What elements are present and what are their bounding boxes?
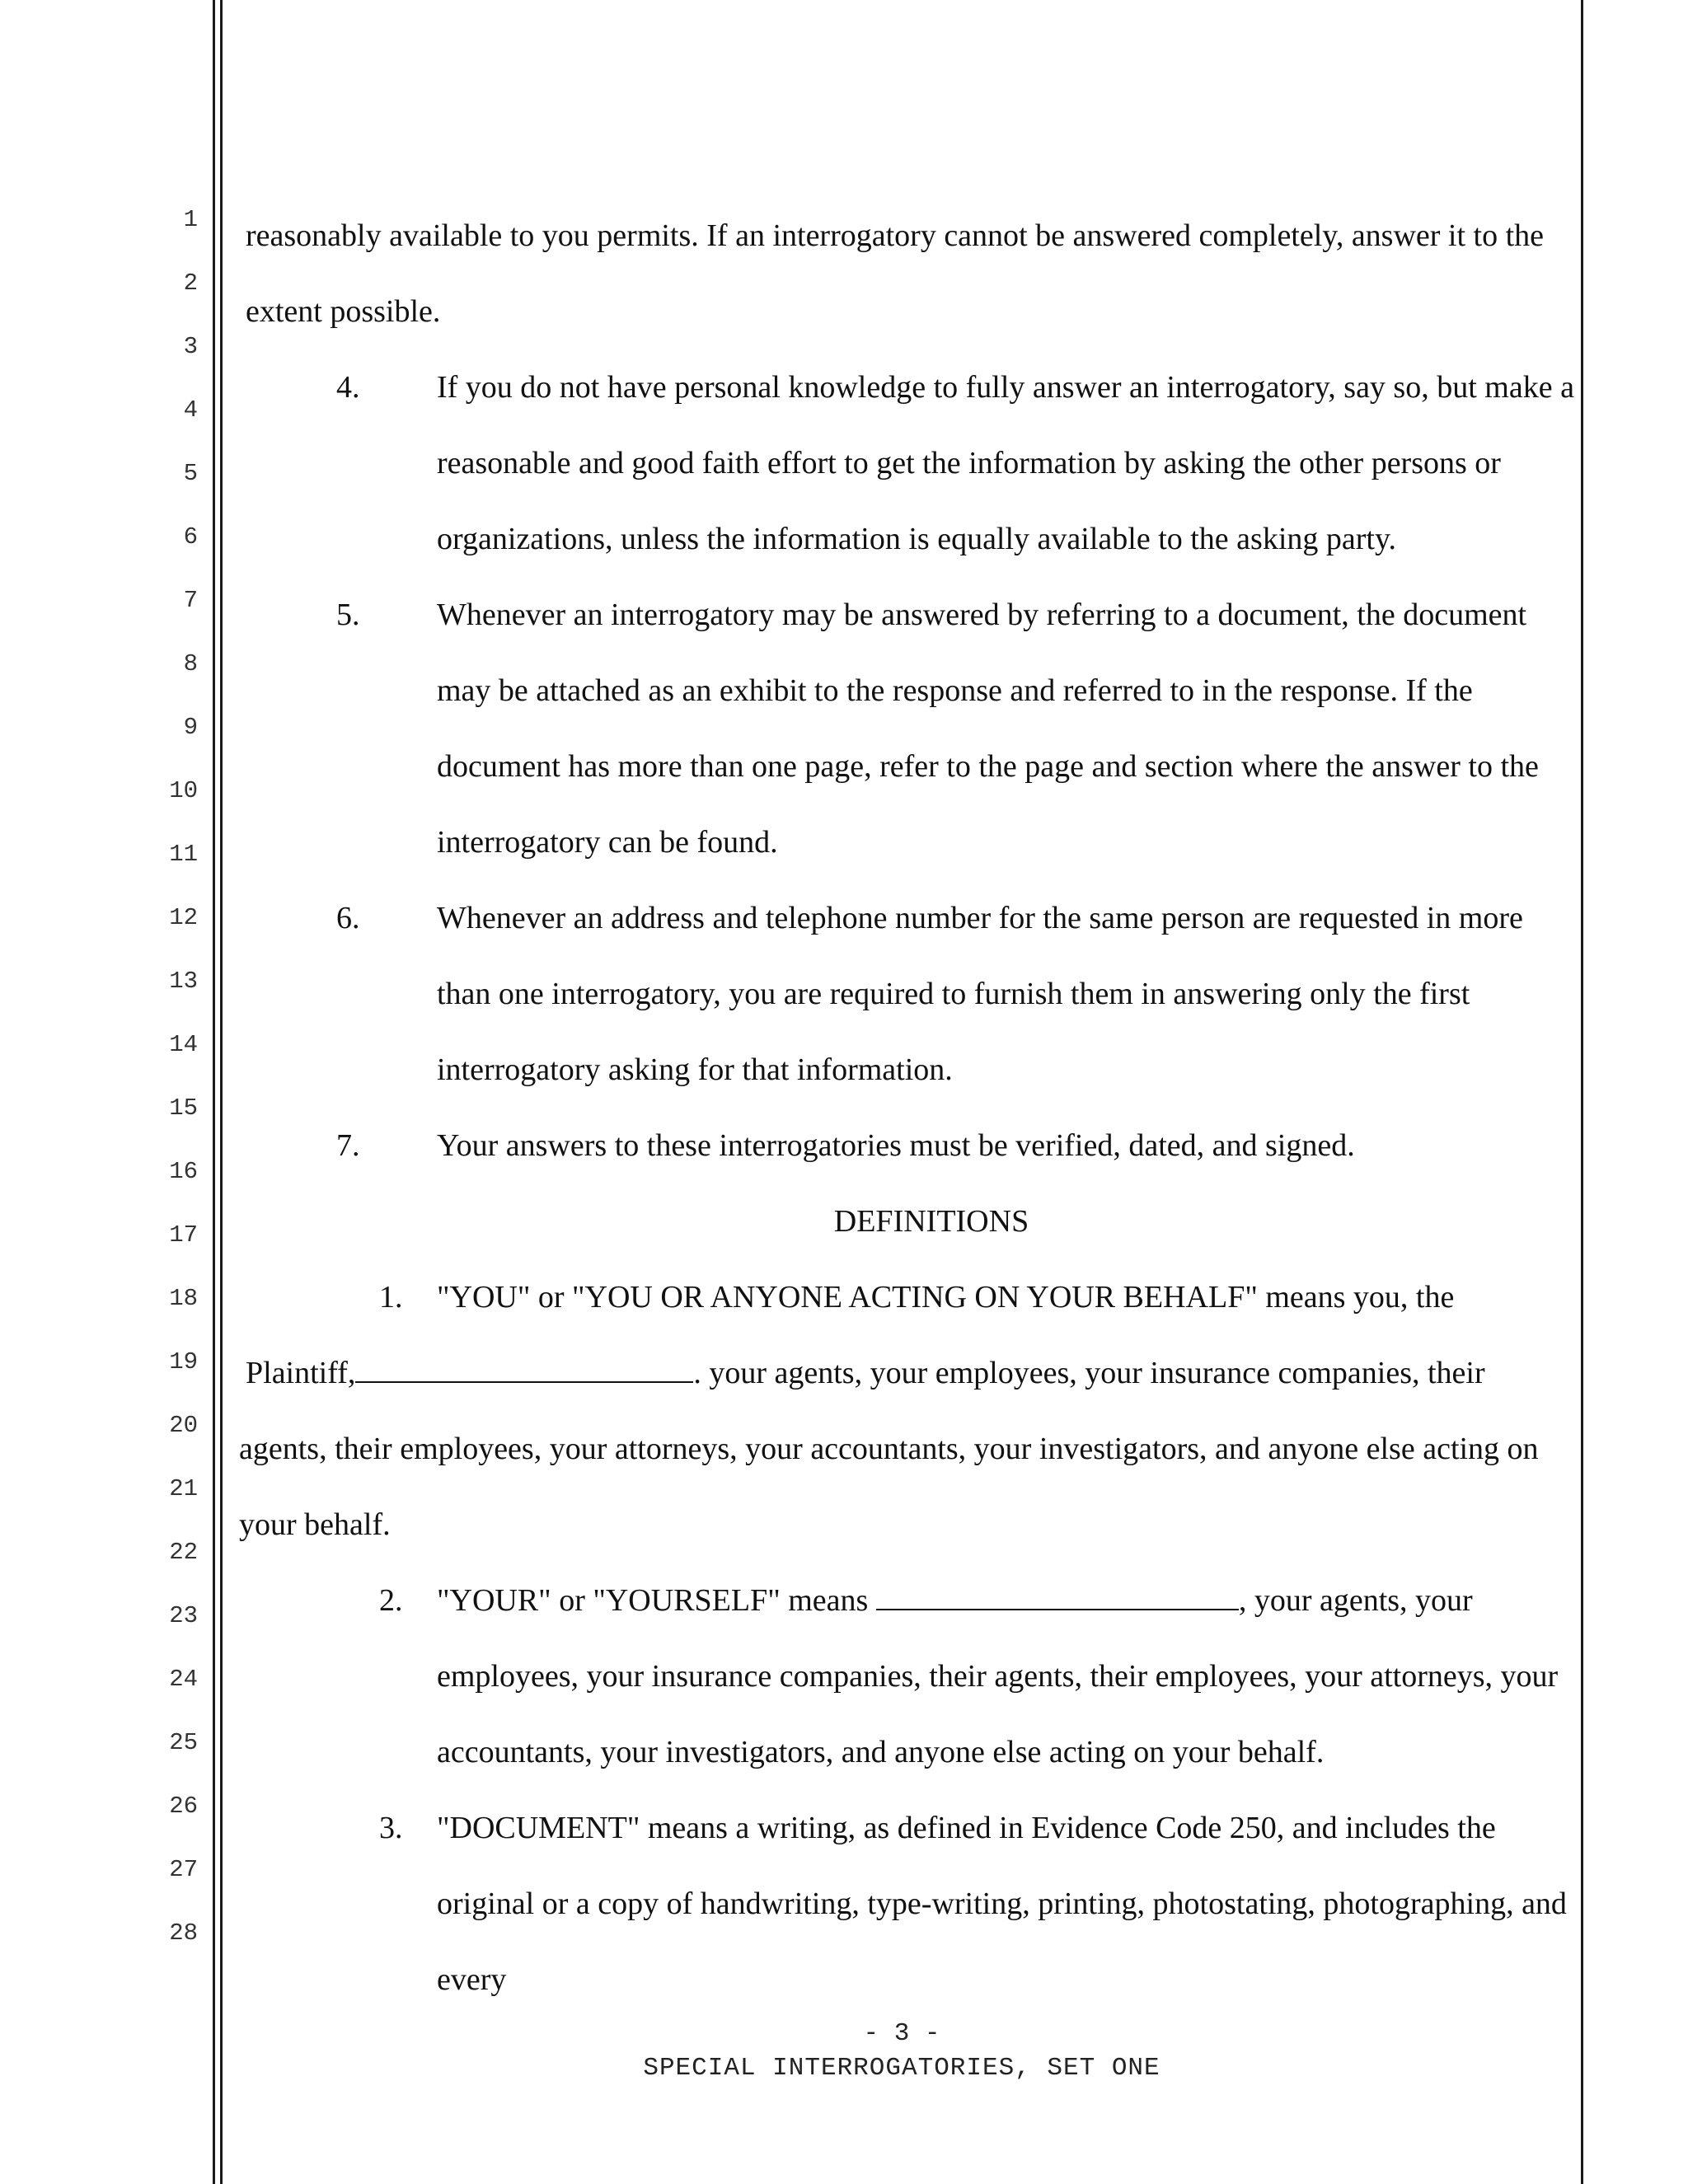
line-number: 4 bbox=[183, 396, 198, 424]
document-title-footer: SPECIAL INTERROGATORIES, SET ONE bbox=[643, 2054, 1160, 2083]
instruction-item-4 bbox=[239, 349, 1574, 577]
item-text: If you do not have personal knowledge to fully answer an interrogatory, say so, but make a reasonable and good faith effort to get the information by asking the other persons or organizations, unless the information is equally available to the asking party. bbox=[437, 370, 1574, 556]
line-number: 14 bbox=[169, 1031, 198, 1058]
definition-text-b: Plaintiff, bbox=[246, 1356, 356, 1390]
line-number: 2 bbox=[183, 269, 198, 297]
line-number: 6 bbox=[183, 523, 198, 551]
definition-text-c: . your agents, your employees, your insurance companies, their agents, their employees, your attorneys, your accountants, your investigators, and anyone else acting on your behalf. bbox=[239, 1356, 1539, 1542]
item-text: Whenever an interrogatory may be answered by referring to a document, the document may be attached as an exhibit to the response and referred to in the response. If the document has more than one page, refer to the page and section where the answer to the interrogatory can be found. bbox=[437, 598, 1539, 860]
pleading-line-numbers bbox=[157, 199, 198, 1976]
definitions-heading: DEFINITIONS bbox=[833, 1204, 1029, 1239]
line-number: 5 bbox=[183, 460, 198, 487]
line-number: 19 bbox=[169, 1348, 198, 1376]
instruction-item-6 bbox=[239, 880, 1574, 1108]
party-name-blank bbox=[876, 1587, 1239, 1610]
instruction-item-5 bbox=[239, 577, 1574, 880]
item-number: 6. bbox=[336, 901, 360, 935]
line-number: 16 bbox=[169, 1158, 198, 1185]
left-margin-rule-outer bbox=[213, 0, 215, 2184]
plaintiff-name-blank bbox=[355, 1360, 693, 1383]
line-number: 26 bbox=[169, 1793, 198, 1820]
line-number: 12 bbox=[169, 904, 198, 931]
line-number: 7 bbox=[183, 587, 198, 614]
line-number: 20 bbox=[169, 1412, 198, 1439]
line-number: 17 bbox=[169, 1221, 198, 1249]
line-number: 24 bbox=[169, 1666, 198, 1693]
item-number: 7. bbox=[336, 1128, 360, 1163]
continuation-paragraph: reasonably available to you permits. If an interrogatory cannot be answered completely, answer it to the extent possible. bbox=[246, 218, 1545, 329]
definition-1 bbox=[239, 1259, 1574, 1335]
instruction-item-7 bbox=[239, 1108, 1574, 1183]
item-text: Your answers to these interrogatories must be verified, dated, and signed. bbox=[437, 1128, 1355, 1163]
item-number: 4. bbox=[336, 370, 360, 405]
document-body bbox=[239, 198, 1574, 2018]
line-number: 11 bbox=[169, 841, 198, 868]
line-number: 8 bbox=[183, 650, 198, 677]
line-number: 22 bbox=[169, 1539, 198, 1566]
definition-number: 2. bbox=[379, 1583, 403, 1618]
line-number: 18 bbox=[169, 1285, 198, 1312]
definition-number: 1. bbox=[379, 1280, 403, 1315]
definition-text-a: "YOUR" or "YOURSELF" means bbox=[437, 1583, 876, 1618]
item-text: Whenever an address and telephone number for the same person are requested in more than one interrogatory, you are required to furnish them in answering only the first interrogatory asking for that information. bbox=[437, 901, 1523, 1087]
line-number: 25 bbox=[169, 1729, 198, 1756]
definition-text-a: "YOU" or "YOU OR ANYONE ACTING ON YOUR BEHALF" means you, the bbox=[437, 1280, 1455, 1315]
line-number: 3 bbox=[183, 333, 198, 360]
definition-text-b: , your agents, your employees, your insurance companies, their agents, their employees, your attorneys, your accountants, your investigators, and anyone else acting on your behalf. bbox=[437, 1583, 1559, 1769]
right-margin-rule bbox=[1581, 0, 1583, 2184]
line-number: 1 bbox=[183, 206, 198, 233]
definition-1-continued bbox=[239, 1335, 1574, 1563]
line-number: 10 bbox=[169, 777, 198, 804]
line-number: 23 bbox=[169, 1602, 198, 1629]
item-number: 5. bbox=[336, 598, 360, 632]
line-number: 9 bbox=[183, 714, 198, 741]
left-margin-rule-inner bbox=[220, 0, 223, 2184]
line-number: 13 bbox=[169, 968, 198, 995]
definition-2 bbox=[239, 1563, 1574, 1790]
line-number: 15 bbox=[169, 1094, 198, 1122]
definition-number: 3. bbox=[379, 1811, 403, 1845]
definition-text: "DOCUMENT" means a writing, as defined in Evidence Code 250, and includes the original or a copy of handwriting, type-writing, printing, photostating, photographing, and every bbox=[437, 1811, 1567, 1997]
line-number: 28 bbox=[169, 1919, 198, 1947]
definition-3 bbox=[239, 1790, 1574, 2018]
line-number: 27 bbox=[169, 1856, 198, 1883]
line-number: 21 bbox=[169, 1475, 198, 1502]
page-number: - 3 - bbox=[863, 2019, 940, 2048]
